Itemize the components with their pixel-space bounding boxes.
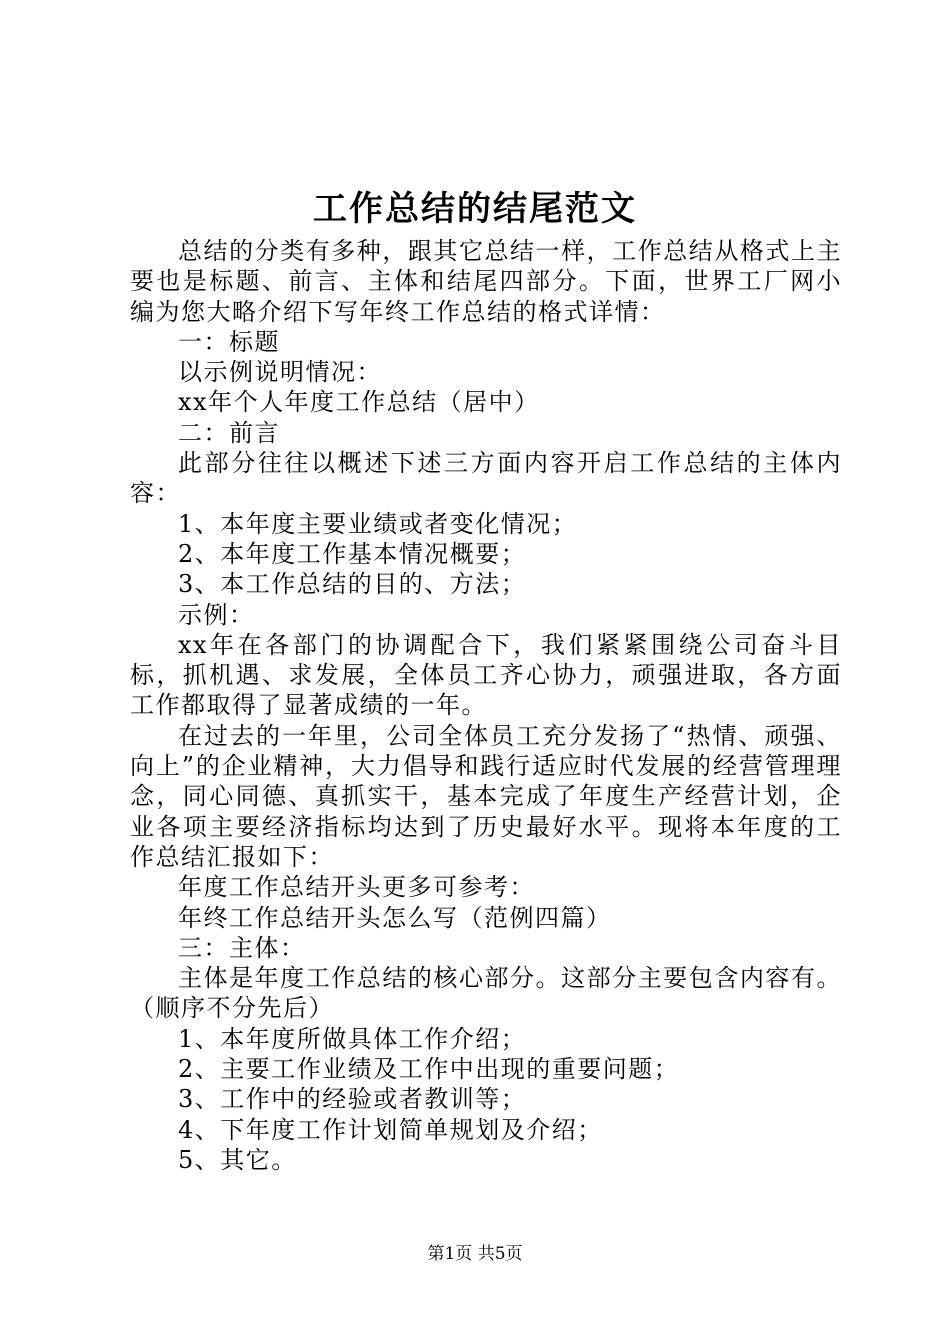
paragraph-example-note: 以示例说明情况： <box>178 358 382 387</box>
list-item: 4、下年度工作计划简单规划及介绍； <box>178 1115 603 1144</box>
heading-title-section: 一：标题 <box>178 327 280 356</box>
paragraph-example-label: 示例： <box>178 600 255 629</box>
list-item: 1、本年度主要业绩或者变化情况； <box>178 509 578 538</box>
paragraph-example-title: xx年个人年度工作总结（居中） <box>178 388 540 417</box>
page-number-footer: 第1页 共5页 <box>427 1244 523 1264</box>
heading-preface-section: 二：前言 <box>178 418 280 447</box>
document-title: 工作总结的结尾范文 <box>313 189 637 229</box>
paragraph-preface-desc: 此部分往往以概述下述三方面内容开启工作总结的主体内容： <box>130 449 842 508</box>
document-body <box>130 236 842 1175</box>
list-item: 3、工作中的经验或者教训等； <box>178 1085 527 1114</box>
list-item: 2、主要工作业绩及工作中出现的重要问题； <box>178 1055 680 1084</box>
paragraph-more-reference: 年度工作总结开头更多可参考： <box>178 873 535 902</box>
list-item: 1、本年度所做具体工作介绍； <box>178 1024 527 1053</box>
list-item: 5、其它。 <box>178 1145 297 1174</box>
paragraph-reference-link: 年终工作总结开头怎么写（范例四篇） <box>178 903 612 932</box>
paragraph-main-desc: 主体是年度工作总结的核心部分。这部分主要包含内容有。（顺序不分先后） <box>130 964 842 1023</box>
list-item: 3、本工作总结的目的、方法； <box>178 570 527 599</box>
paragraph-example-2: 在过去的一年里，公司全体员工充分发扬了“热情、顽强、向上”的企业精神，大力倡导和践行适应时代发展的经营管理理念，同心同德、真抓实干，基本完成了年度生产经营计划，企业各项主要经济指标均达到了历史最好水平。现将本年度的工作总结汇报如下： <box>130 721 842 871</box>
heading-main-section: 三：主体： <box>178 933 306 962</box>
paragraph-intro: 总结的分类有多种，跟其它总结一样，工作总结从格式上主要也是标题、前言、主体和结尾四部分。下面，世界工厂网小编为您大略介绍下写年终工作总结的格式详情： <box>130 237 842 326</box>
paragraph-example-1: xx年在各部门的协调配合下，我们紧紧围绕公司奋斗目标，抓机遇、求发展，全体员工齐心协力，顽强进取，各方面工作都取得了显著成绩的一年。 <box>130 630 842 720</box>
list-item: 2、本年度工作基本情况概要； <box>178 539 527 568</box>
